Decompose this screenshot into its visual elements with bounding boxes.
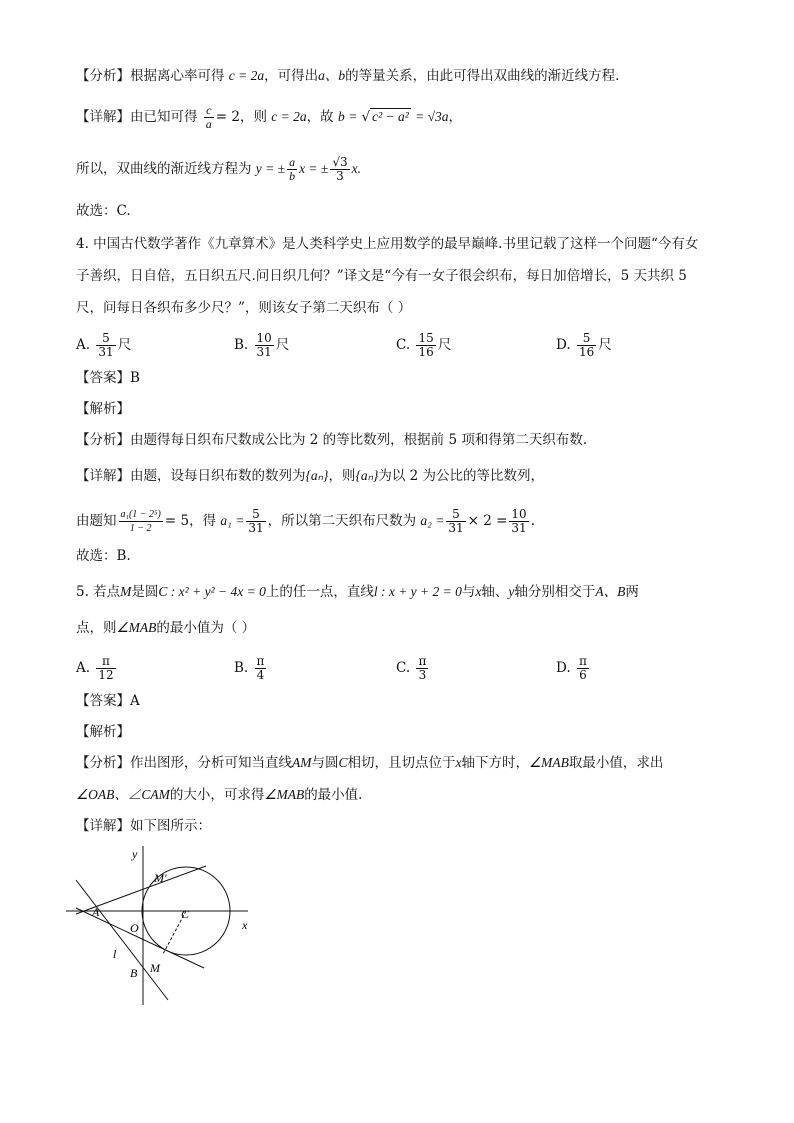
frac-num: π <box>418 654 427 668</box>
q4-stem-2: 子善织，日自倍，五日织五尺.问日织几何？”译文是“今有一女子很会织布，每日加倍增长，5 天共织 5 <box>76 268 687 284</box>
text: 是圆 <box>131 584 159 600</box>
q3-detail: 【详解】由已知可得 $\frac{c}{a}$ = 2，则 c = 2a，故 b = √ c² − a² = √3a， <box>76 103 463 131</box>
text: 由题知 <box>76 513 117 529</box>
option-label: B. <box>234 660 249 676</box>
q5-option-a[interactable] <box>76 655 118 682</box>
q4-option-b[interactable] <box>234 332 289 359</box>
text: 由已知可得 <box>130 109 198 125</box>
text: 为以 2 为公比的等比数列， <box>378 468 545 484</box>
formula: l : x + y + 2 = 0 <box>373 584 462 599</box>
formula: a、b <box>318 68 346 83</box>
frac-den: 31 <box>448 521 464 535</box>
text: 所以，双曲线的渐近线方程为 <box>76 161 252 177</box>
q4-calc <box>76 508 535 535</box>
frac-den: 31 <box>248 521 264 535</box>
frac-num: 10 <box>256 331 272 345</box>
formula: x. <box>351 161 361 176</box>
detail-tag: 【详解】 <box>76 818 130 834</box>
text: 轴、 <box>481 584 509 600</box>
answer-value: A <box>130 693 140 709</box>
fraction <box>204 104 214 131</box>
formula: {aₙ} <box>355 468 379 483</box>
option-label: A. <box>76 660 91 676</box>
frac-den: 6 <box>579 668 587 682</box>
frac-den: 31 <box>256 345 272 359</box>
fraction <box>246 508 265 535</box>
fraction <box>446 508 465 535</box>
formula: ∠OAB、∠CAM <box>76 787 170 802</box>
q5-stem-2 <box>76 618 255 638</box>
q4-explain-tag: 【解析】 <box>76 401 130 417</box>
unit: 尺 <box>275 337 290 353</box>
text: = 2，则 <box>215 109 267 125</box>
q5-analysis-1 <box>76 753 663 773</box>
text: ，所以第二天织布尺数为 <box>267 513 417 529</box>
frac-den: 12 <box>98 668 114 682</box>
q4-option-a[interactable] <box>76 332 131 359</box>
formula: b = <box>337 109 358 124</box>
analysis-tag: 【分析】 <box>76 68 130 84</box>
answer-value: B <box>130 370 140 386</box>
q4-choice: 故选：B. <box>76 548 131 564</box>
text: 的最小值. <box>304 787 363 803</box>
frac-num: 5 <box>246 508 265 522</box>
formula: y = ± <box>255 161 286 176</box>
text: ，故 <box>306 109 334 125</box>
frac-num: 5 <box>577 332 596 346</box>
formula: y <box>508 584 515 599</box>
fraction <box>119 508 163 535</box>
fraction <box>509 508 528 535</box>
q4-analysis <box>76 430 587 450</box>
formula: {aₙ} <box>305 468 329 483</box>
frac-den: 31 <box>98 345 114 359</box>
fraction <box>96 332 115 359</box>
option-label: C. <box>396 337 411 353</box>
label-m-prime: M′ <box>154 871 167 885</box>
text: . <box>530 513 535 529</box>
q4-option-d[interactable] <box>556 332 612 359</box>
formula: = √3a <box>415 109 449 124</box>
answer-tag: 【答案】 <box>76 693 130 709</box>
text: 如下图所示： <box>130 818 211 834</box>
label-c: C <box>181 907 190 921</box>
option-label: C. <box>396 660 411 676</box>
formula: x <box>455 755 462 770</box>
formula: A、B <box>595 584 626 599</box>
formula: x = ± <box>299 161 329 176</box>
q4-stem-3: 尺，问每日各织布多少尺？”，则该女子第二天织布（ ） <box>76 300 412 316</box>
frac-num: c <box>204 104 214 118</box>
q4-answer <box>76 368 140 388</box>
formula: ∠MAB <box>529 755 569 770</box>
formula: c = 2a <box>271 109 307 124</box>
text: 与 <box>461 584 476 600</box>
q3-choice: 故选：C. <box>76 203 131 219</box>
fraction <box>577 332 596 359</box>
frac-den: b <box>289 169 296 183</box>
fraction <box>255 655 267 682</box>
text: ，则 <box>328 468 356 484</box>
formula: AM <box>292 755 312 770</box>
q3-conclusion <box>76 156 361 183</box>
fraction <box>96 655 115 682</box>
sqrt-content: c² − a² <box>372 109 409 124</box>
q5-analysis-2 <box>76 785 362 805</box>
formula: a₂ = <box>420 513 445 528</box>
text: 作出图形，分析可知当直线 <box>130 755 292 771</box>
text: 两 <box>625 584 639 600</box>
q4-detail <box>76 466 544 486</box>
text: 轴分别相交于 <box>514 584 596 600</box>
text: 的大小，可求得 <box>169 787 265 803</box>
formula: M <box>120 584 132 599</box>
frac-num: 15 <box>418 331 434 345</box>
q5-option-b[interactable] <box>234 655 268 682</box>
frac-num: √3 <box>332 155 348 169</box>
circle-tangent-diagram <box>66 840 266 1005</box>
q5-answer <box>76 691 140 711</box>
text: 取最小值，求出 <box>568 755 664 771</box>
text: ，可得出 <box>264 68 319 84</box>
formula: C <box>338 755 348 770</box>
text: 由题得每日织布尺数成公比为 2 的等比数列，根据前 5 项和得第二天织布数. <box>130 432 588 448</box>
option-label: D. <box>556 660 571 676</box>
q5-explain-tag: 【解析】 <box>76 724 130 740</box>
frac-num: π <box>256 654 265 668</box>
formula: x <box>475 584 482 599</box>
text: ， <box>448 109 463 125</box>
unit: 尺 <box>437 337 452 353</box>
q5-stem-1 <box>76 582 639 602</box>
frac-den: 3 <box>418 668 427 682</box>
frac-den: 16 <box>578 345 595 359</box>
text: 上的任一点，直线 <box>265 584 374 600</box>
line-l <box>76 880 168 1000</box>
analysis-tag: 【分析】 <box>76 432 130 448</box>
frac-den: a <box>205 117 212 131</box>
q5-option-d[interactable] <box>556 655 591 682</box>
fraction <box>416 332 435 359</box>
frac-num: 5 <box>446 508 465 522</box>
formula: ∠MAB <box>264 787 305 802</box>
text: 轴下方时， <box>461 755 530 771</box>
frac-den: 4 <box>256 668 265 682</box>
text: 点，则 <box>76 620 117 636</box>
label-b: B <box>130 966 138 980</box>
text: = 5，得 <box>164 513 217 529</box>
formula: ∠MAB <box>116 620 157 635</box>
text: 根据离心率可得 <box>130 68 225 84</box>
q5-detail <box>76 816 211 836</box>
label-o: O <box>130 921 139 935</box>
text: 相切，且切点位于 <box>347 755 456 771</box>
detail-tag: 【详解】 <box>76 468 130 484</box>
unit: 尺 <box>598 337 612 353</box>
frac-den: 31 <box>511 521 527 535</box>
formula: × 2 = <box>467 513 508 529</box>
text: 与圆 <box>311 755 339 771</box>
option-label: B. <box>234 337 249 353</box>
label-a: A <box>92 905 100 919</box>
label-l: l <box>113 947 117 961</box>
text: 的等量关系，由此可得出双曲线的渐近线方程. <box>345 68 620 84</box>
frac-num: 5 <box>96 332 115 346</box>
fraction <box>330 156 349 183</box>
text: 的最小值为（ ） <box>156 620 256 636</box>
text: 5. 若点 <box>76 584 121 600</box>
fraction <box>287 156 297 183</box>
label-x: x <box>242 918 248 932</box>
detail-tag: 【详解】 <box>76 109 130 125</box>
frac-den: 3 <box>336 169 344 183</box>
fraction <box>416 655 428 682</box>
option-label: A. <box>76 337 91 353</box>
q3-analysis <box>76 66 619 86</box>
formula: c = 2a <box>228 68 265 83</box>
q5-option-c[interactable] <box>396 655 430 682</box>
text: 由题，设每日织布数的数列为 <box>130 468 306 484</box>
analysis-tag: 【分析】 <box>76 755 130 771</box>
frac-den: 16 <box>418 345 434 359</box>
q4-option-c[interactable] <box>396 332 451 359</box>
fraction <box>577 655 589 682</box>
option-label: D. <box>556 337 571 353</box>
frac-num: 10 <box>511 507 527 521</box>
label-y: y <box>132 847 138 861</box>
label-m: M <box>150 961 160 975</box>
formula: C : x² + y² − 4x = 0 <box>158 584 266 599</box>
formula: a₁ = <box>220 513 245 528</box>
frac-num: a <box>289 155 296 169</box>
answer-tag: 【答案】 <box>76 370 130 386</box>
unit: 尺 <box>117 337 132 353</box>
frac-den: 1 − 2 <box>129 523 152 534</box>
frac-num: π <box>578 654 587 668</box>
q4-stem-1: 4. 中国古代数学著作《九章算术》是人类科学史上应用数学的最早巅峰.书里记载了这样一个问题“今有女 <box>76 236 699 252</box>
frac-num: π <box>96 655 115 669</box>
fraction <box>255 332 274 359</box>
frac-num: a₁(1 − 2⁵) <box>120 509 161 520</box>
